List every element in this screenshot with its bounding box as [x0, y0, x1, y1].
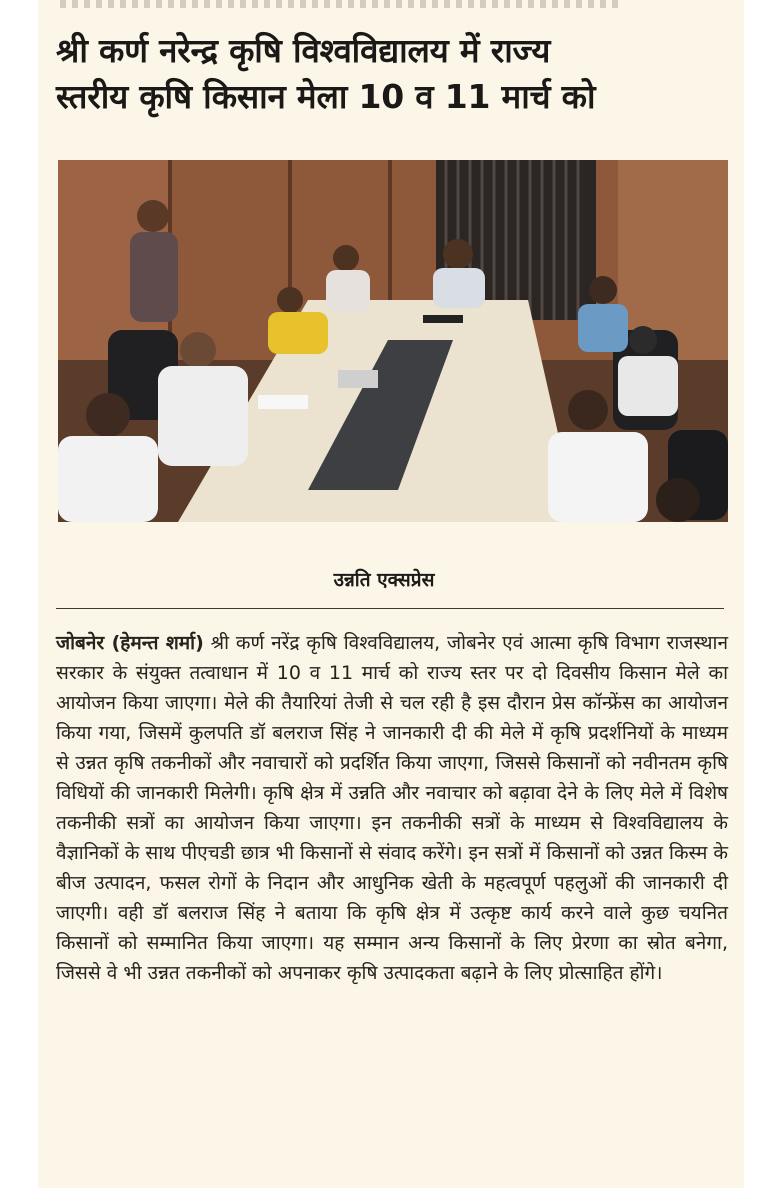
- article-body-text: श्री कर्ण नरेंद्र कृषि विश्वविद्यालय, जोबनेर एवं आत्मा कृषि विभाग राजस्थान सरकार के संयुक्त तत्वाधान में 10 व 11 मार्च को राज्य स्तर पर दो दिवसीय किसान मेले का आयोजन किया जाएगा। मेले की तैयारियां तेजी से चल रही है इस दौरान प्रेस कॉन्फ्रेंस का आयोजन किया गया, जिसमें कुलपति डॉ बलराज सिंह ने जानकारी दी की मेले में कृषि प्रदर्शनियों के माध्यम से उन्नत कृषि तकनीकों और नवाचारों को प्रदर्शित किया जाएगा, जिससे किसानों को नवीनतम कृषि विधियों की जानकारी मिलेगी। कृषि क्षेत्र में उन्नति और नवाचार को बढ़ावा देने के लिए मेले में विशेष तकनीकी सत्रों का आयोजन किया जाएगा। इन तकनीकी सत्रों के माध्यम से विश्वविद्यालय के वैज्ञानिकों के साथ पीएचडी छात्र भी किसानों से संवाद करेंगे। इन सत्रों में किसानों को उन्नत किस्म के बीज उत्पादन, फसल रोगों के निदान और आधुनिक खेती के महत्वपूर्ण पहलुओं की जानकारी दी जाएगी। वही डॉ बलराज सिंह ने बताया कि कृषि क्षेत्र में उत्कृष्ट कार्य करने वाले कुछ चयनित किसानों को सम्मानित किया जाएगा। यह सम्मान अन्य किसानों के लिए प्रेरणा का स्रोत बनेगा, जिससे वे भी उन्नत तकनीकों को अपनाकर कृषि उत्पादकता बढ़ाने के लिए प्रोत्साहित होंगे।: [56, 632, 729, 984]
- publication-source: उन्नति एक्सप्रेस: [333, 569, 435, 591]
- article-headline: [56, 28, 736, 120]
- headline-line-1: श्री कर्ण नरेन्द्र कृषि विश्वविद्यालय में राज्य: [56, 31, 551, 70]
- headline-line-2: स्तरीय कृषि किसान मेला 10 व 11 मार्च को: [56, 77, 596, 116]
- section-divider: [56, 608, 724, 609]
- article-body: [56, 628, 728, 988]
- article-dateline: जोबनेर (हेमन्त शर्मा): [56, 632, 204, 654]
- clipping-top-edge: [60, 0, 620, 8]
- press-conference-photo: [58, 160, 728, 522]
